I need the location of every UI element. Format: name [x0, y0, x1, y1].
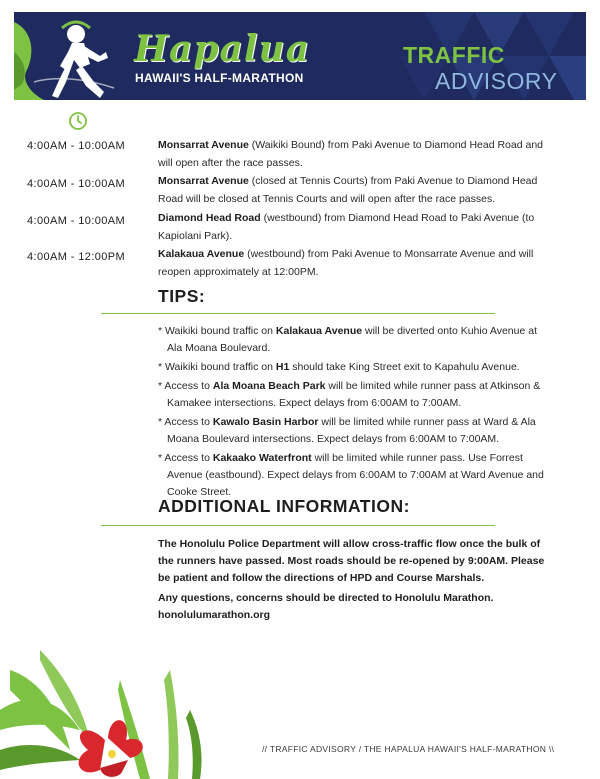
road-name: Kalakaua Avenue — [158, 248, 245, 260]
tip-text: will be diverted onto Kuhio Avenue at Ala Moana Boulevard. — [167, 325, 538, 354]
additional-info-paragraph: The Honolulu Police Department will allow cross-traffic flow once the bulk of the runners have passed. Most roads should be re-opened by 9:00AM. Please be patient and follow the directions of HPD and Course Marshals. — [158, 538, 545, 584]
header-banner — [14, 12, 586, 100]
contact-paragraph — [158, 590, 553, 624]
closure-details: (closed at Tennis Courts) from Paki Avenue to Diamond Head Road will be closed at Tennis Courts and will open after the race passes. — [158, 175, 538, 205]
road-name: Monsarrat Avenue — [158, 139, 249, 151]
closure-details: (Waikiki Bound) from Paki Avenue to Diamond Head Road and will open after the race passes. — [158, 139, 543, 169]
tip-text: * Waikiki bound traffic on — [158, 325, 276, 337]
tip-text: will be limited while runner pass. Use Forrest Avenue (eastbound). Expect delays from 6:00AM to 7:00AM at Ward Avenue and Cooke Street. — [167, 452, 544, 498]
road-name: Diamond Head Road — [158, 212, 261, 224]
closure-time: 4:00AM - 12:00PM — [27, 251, 126, 263]
advisory-title-line2: ADVISORY — [435, 68, 558, 94]
tip-text: * Access to — [158, 380, 213, 392]
closure-time: 4:00AM - 10:00AM — [27, 215, 126, 227]
tip-road: Kawalo Basin Harbor — [212, 416, 319, 428]
website-link[interactable]: honolulumarathon.org — [158, 609, 270, 621]
tip-road: Kakaako Waterfront — [212, 452, 312, 464]
brand-logo-subtitle: HAWAII'S HALF-MARATHON — [135, 71, 304, 85]
tip-text: * Access to — [158, 416, 213, 428]
tips-heading: TIPS: — [158, 286, 206, 306]
tip-road: H1 — [275, 361, 290, 373]
tip-item — [158, 414, 553, 448]
contact-text: Any questions, concerns should be directed to Honolulu Marathon. — [158, 592, 494, 604]
closure-description — [158, 209, 548, 245]
closure-description — [158, 136, 548, 172]
additional-info-divider — [101, 525, 495, 526]
tip-road: Ala Moana Beach Park — [212, 380, 326, 392]
footer-text: // TRAFFIC ADVISORY / THE HAPALUA HAWAII'S HALF-MARATHON \\ — [262, 744, 555, 754]
tip-item — [158, 323, 553, 357]
tip-text: will be limited while runner pass at Atkinson & Kamakee intersections. Expect delays from 6:00AM to 7:00AM. — [167, 380, 541, 409]
tips-list — [158, 323, 553, 503]
tropical-leaves-flowers — [0, 650, 230, 779]
closure-description — [158, 245, 548, 281]
additional-info-heading: ADDITIONAL INFORMATION: — [158, 496, 410, 516]
tip-item — [158, 378, 553, 412]
closure-time: 4:00AM - 10:00AM — [27, 140, 126, 152]
closure-details: (westbound) from Paki Avenue to Monsarrate Avenue and will reopen approximately at 12:00PM. — [158, 248, 534, 278]
tip-text: will be limited while runner pass at Ward & Ala Moana Boulevard intersections. Expect delays from 6:00AM to 7:00AM. — [167, 416, 536, 445]
road-name: Monsarrat Avenue — [158, 175, 249, 187]
brand-logo-title: Hapalua — [134, 28, 311, 70]
closure-description — [158, 172, 548, 208]
tips-divider — [101, 313, 495, 314]
advisory-title-line1: TRAFFIC — [403, 42, 505, 68]
tip-text: * Access to — [158, 452, 213, 464]
clock-icon — [68, 111, 88, 131]
runner-illustration — [14, 22, 114, 100]
tip-item — [158, 359, 553, 376]
closure-time: 4:00AM - 10:00AM — [27, 178, 126, 190]
tip-road: Kalakaua Avenue — [275, 325, 363, 337]
tip-item — [158, 450, 553, 501]
tip-text: * Waikiki bound traffic on — [158, 361, 276, 373]
tip-text: should take King Street exit to Kapahulu Avenue. — [289, 361, 520, 373]
closure-details: (westbound) from Diamond Head Road to Paki Avenue (to Kapiolani Park). — [158, 212, 535, 242]
